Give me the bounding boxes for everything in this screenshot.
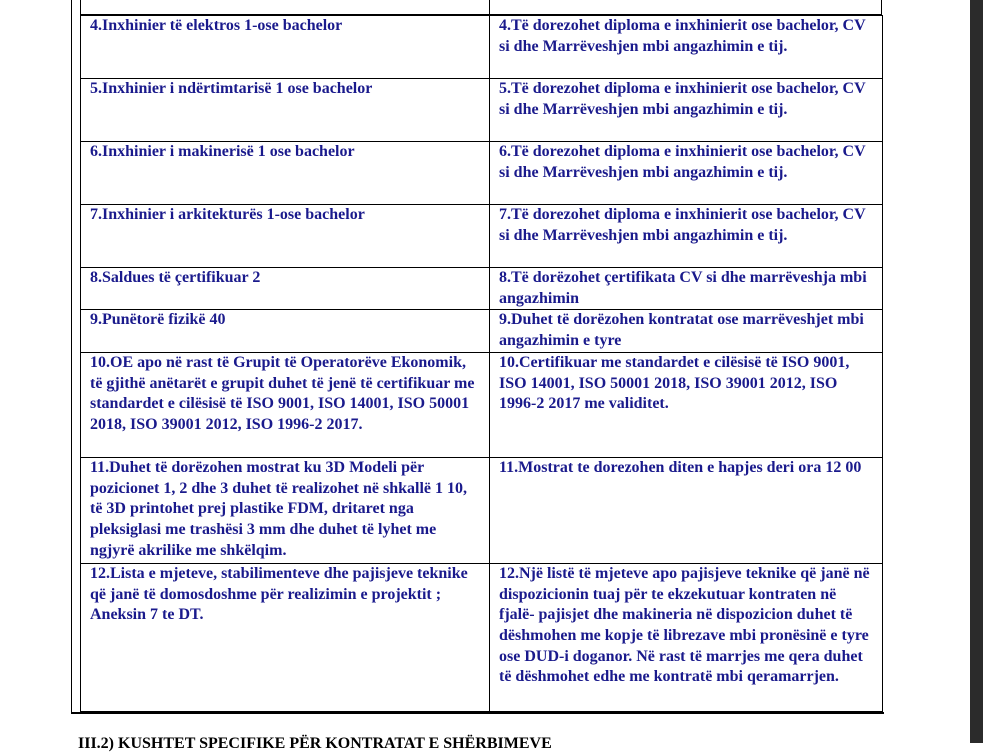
evidence-cell: 7.Të dorezohet diploma e inxhinierit ose bachelor, CV si dhe Marrëveshjen mbi angazhimin e tij. xyxy=(490,205,883,268)
requirement-cell: 4.Inxhinier të elektros 1-ose bachelor xyxy=(81,16,490,79)
viewer-scrollbar[interactable] xyxy=(970,0,983,743)
requirement-cell: 7.Inxhinier i arkitekturës 1-ose bachelor xyxy=(81,205,490,268)
previous-row-fragment xyxy=(80,0,882,15)
evidence-cell: 8.Të dorëzohet çertifikata CV si dhe marrëveshja mbi angazhimin xyxy=(490,268,883,310)
table-row xyxy=(81,564,883,712)
previous-row-text xyxy=(90,0,248,2)
table-row xyxy=(81,310,883,353)
table-row xyxy=(81,79,883,142)
outer-border-left xyxy=(71,0,72,714)
requirement-cell: 8.Saldues të çertifikuar 2 xyxy=(81,268,490,310)
evidence-cell: 9.Duhet të dorëzohen kontratat ose marrëveshjet mbi angazhimin e tyre xyxy=(490,310,883,353)
requirement-cell: 6.Inxhinier i makinerisë 1 ose bachelor xyxy=(81,142,490,205)
evidence-cell: 4.Të dorezohet diploma e inxhinierit ose bachelor, CV si dhe Marrëveshjen mbi angazhimin e tij. xyxy=(490,16,883,79)
outer-border-bottom xyxy=(71,712,884,714)
requirement-cell: 10.OE apo në rast të Grupit të Operatorëve Ekonomik, të gjithë anëtarët e grupit duhet të jenë të certifikuar me standardet e cilësisë të ISO 9001, ISO 14001, ISO 50001 2018, ISO 39001 2012, ISO 1996-2 2017. xyxy=(81,353,490,458)
evidence-cell: 10.Certifikuar me standardet e cilësisë të ISO 9001, ISO 14001, ISO 50001 2018, ISO 39001 2012, ISO 1996-2 2017 me validitet. xyxy=(490,353,883,458)
evidence-cell: 6.Të dorezohet diploma e inxhinierit ose bachelor, CV si dhe Marrëveshjen mbi angazhimin e tij. xyxy=(490,142,883,205)
table-row xyxy=(81,16,883,79)
column-divider xyxy=(489,0,490,15)
table-row xyxy=(81,205,883,268)
table-row xyxy=(81,353,883,458)
requirement-cell: 9.Punëtorë fizikë 40 xyxy=(81,310,490,353)
requirement-cell: 5.Inxhinier i ndërtimtarisë 1 ose bachelor xyxy=(81,79,490,142)
evidence-cell: 5.Të dorezohet diploma e inxhinierit ose bachelor, CV si dhe Marrëveshjen mbi angazhimin e tij. xyxy=(490,79,883,142)
requirement-cell: 12.Lista e mjeteve, stabilimenteve dhe pajisjeve teknike që janë të domosdoshme për realizimin e projektit ; Aneksin 7 te DT. xyxy=(81,564,490,712)
table-row xyxy=(81,142,883,205)
evidence-cell: 11.Mostrat te dorezohen diten e hapjes deri ora 12 00 xyxy=(490,458,883,564)
evidence-cell: 12.Një listë të mjeteve apo pajisjeve teknike që janë në dispozicionin tuaj për te ekzekutuar kontraten në fjalë- pajisjet dhe makineria në dispozicion duhet të dëshmohen me kopje të librezave mbi pronësinë e tyre ose DUD-i doganor. Në rast të marrjes me qera duhet të dëshmohet edhe me kontratë mbi qeramarrjen. xyxy=(490,564,883,712)
requirements-table xyxy=(80,15,883,712)
section-heading: III.2) KUSHTET SPECIFIKE PËR KONTRATAT E SHËRBIMEVE xyxy=(78,735,552,752)
table-row xyxy=(81,458,883,564)
requirement-cell: 11.Duhet të dorëzohen mostrat ku 3D Modeli për pozicionet 1, 2 dhe 3 duhet të realizohet në shkallë 1 10, të 3D printohet prej plastike FDM, dritaret nga pleksiglasi me trashësi 3 mm dhe duhet të lyhet me ngjyrë akrilike me shkëlqim. xyxy=(81,458,490,564)
table-row xyxy=(81,268,883,310)
